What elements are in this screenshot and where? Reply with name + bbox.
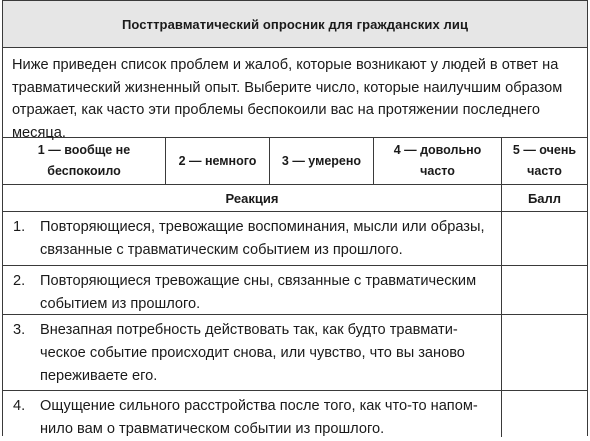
- table-row: [3, 391, 587, 437]
- scale-option-text: 4 — довольно: [393, 143, 482, 157]
- scale-option-text: 2 — немного: [178, 153, 257, 168]
- item-text: [40, 395, 478, 437]
- column-header-reaction: Реакция: [3, 185, 502, 211]
- item-text-line: связанные с травматическим событием из прошлого.: [40, 242, 403, 258]
- table-header: [3, 185, 587, 212]
- item-text-line: нило вам о травматическом событии из прошлого.: [40, 421, 385, 437]
- item-text-line: событием из прошлого.: [40, 296, 201, 312]
- table-row: [3, 266, 587, 315]
- scale-option-text: беспокоило: [47, 164, 121, 178]
- item-text: [40, 319, 465, 390]
- scale-option-text: часто: [527, 164, 562, 178]
- reaction-cell: [3, 266, 502, 314]
- scale-option-text: 1 — вообще не: [37, 143, 131, 157]
- item-text-line: ческое событие происходит снова, или чувство, что вы заново: [40, 345, 465, 361]
- item-text: [40, 270, 476, 314]
- rating-scale: [3, 138, 587, 185]
- item-number: 3.: [13, 322, 26, 338]
- item-number: 2.: [13, 273, 26, 289]
- item-text-line: Повторяющиеся, тревожащие воспоминания, мысли или образы,: [40, 219, 485, 235]
- item-text-line: Повторяющиеся тревожащие сны, связанные с травматическим: [40, 273, 477, 289]
- column-header-score: Балл: [527, 190, 562, 206]
- score-cell[interactable]: [502, 391, 587, 437]
- instructions-line: отражает, как часто эти проблемы беспокоили вас на протяжении последнего: [12, 102, 541, 118]
- scale-option-2: [166, 138, 270, 184]
- item-number: 4.: [13, 398, 26, 414]
- item-text-line: Внезапная потребность действовать так, как будто травмати-: [40, 322, 458, 338]
- scale-option-5: [502, 138, 587, 184]
- reaction-cell: [3, 391, 502, 437]
- item-text: [40, 216, 485, 265]
- scale-option-3: [270, 138, 374, 184]
- reaction-cell: [3, 315, 502, 390]
- score-cell[interactable]: [502, 266, 587, 314]
- instructions-line: травматический жизненный опыт. Выберите число, которые наилучшим образом: [12, 79, 563, 96]
- scale-option-1: [3, 138, 166, 184]
- scale-option-text: часто: [420, 164, 455, 178]
- questionnaire-table: [2, 0, 588, 436]
- table-row: [3, 212, 587, 266]
- instructions-line: месяца.: [12, 124, 66, 141]
- instructions-line: Ниже приведен список проблем и жалоб, которые возникают у людей в ответ на: [12, 57, 559, 73]
- item-text-line: переживаете его.: [40, 368, 158, 384]
- scale-option-text: 5 — очень: [512, 143, 577, 157]
- instructions: [3, 48, 587, 141]
- questionnaire-title: Посттравматический опросник для гражданских лиц: [3, 1, 587, 48]
- score-cell[interactable]: [502, 212, 587, 265]
- scale-option-text: 3 — умерено: [281, 153, 362, 168]
- scale-option-4: [374, 138, 502, 184]
- reaction-cell: [3, 212, 502, 265]
- table-row: [3, 315, 587, 391]
- score-cell[interactable]: [502, 315, 587, 390]
- item-text-line: Ощущение сильного расстройства после того, как что-то напом-: [40, 398, 478, 414]
- item-number: 1.: [13, 219, 26, 235]
